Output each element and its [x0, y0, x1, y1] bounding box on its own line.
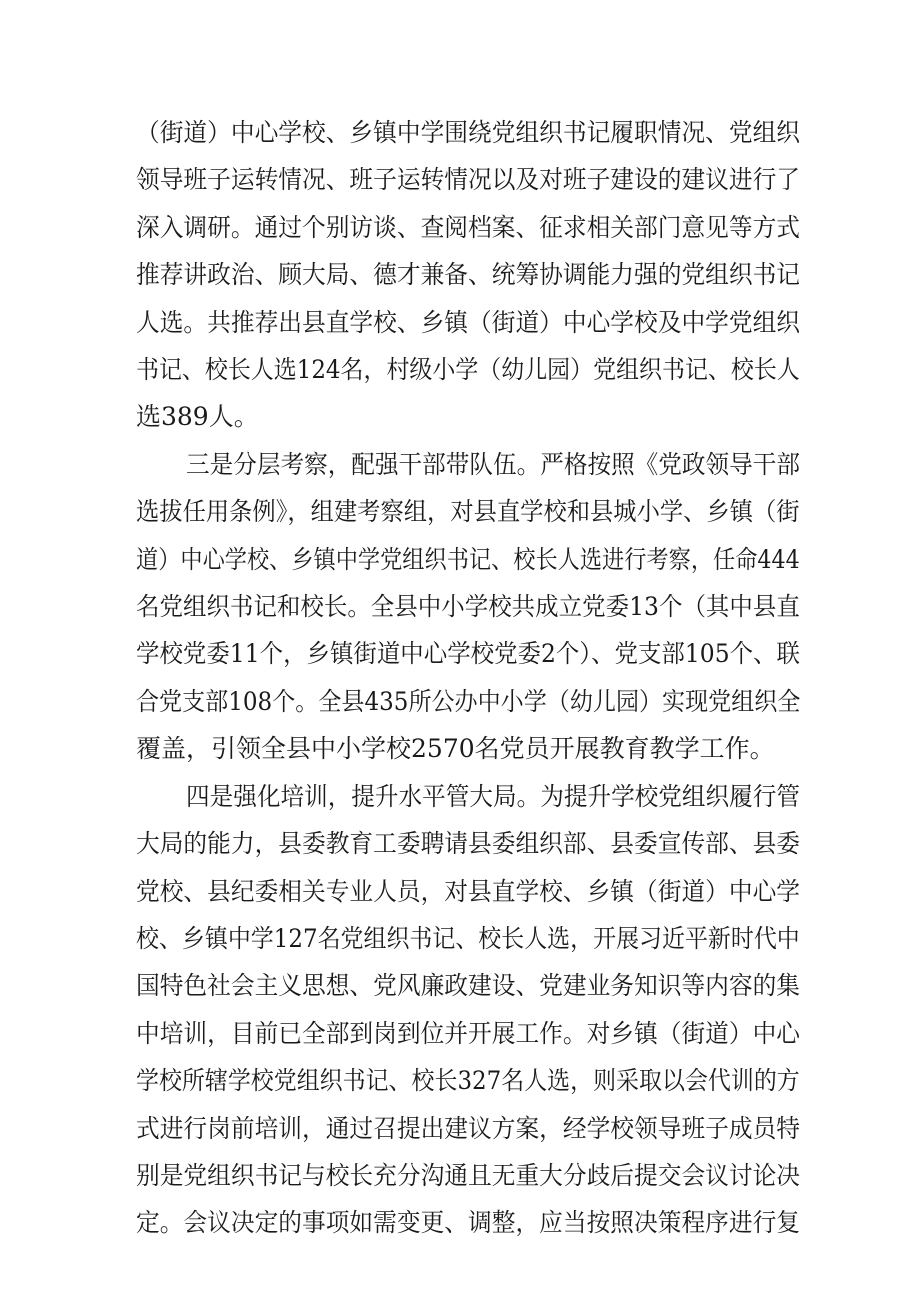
text-line: 选389人。: [136, 402, 259, 432]
text-line: 大局的能力，县委教育工委聘请县委组织部、县委宣传部、县委: [136, 829, 801, 859]
text-line: 国特色社会主义思想、党风廉政建设、党建业务知识等内容的集: [136, 971, 801, 1001]
text-line: 别是党组织书记与校长充分沟通且无重大分歧后提交会议讨论决: [136, 1160, 801, 1190]
text-line: 深入调研。通过个别访谈、查阅档案、征求相关部门意见等方式: [136, 212, 801, 242]
text-line: 书记、校长人选124名，村级小学（幼儿园）党组织书记、校长人: [136, 355, 800, 385]
text-line: 校、乡镇中学127名党组织书记、校长人选，开展习近平新时代中: [136, 923, 800, 953]
text-line: 合党支部108个。全县435所公办中小学（幼儿园）实现党组织全: [136, 686, 801, 716]
paragraph-training: [136, 773, 800, 1247]
text-line: 领导班子运转情况、班子运转情况以及对班子建设的建议进行了: [136, 165, 801, 195]
text-line: 三是分层考察，配强干部带队伍。严格按照《党政领导干部: [186, 449, 801, 479]
text-line: （街道）中心学校、乡镇中学围绕党组织书记履职情况、党组织: [136, 118, 801, 147]
text-line: 名党组织书记和校长。全县中小学校共成立党委13个（其中县直: [136, 592, 800, 622]
text-line: 选拔任用条例》，组建考察组，对县直学校和县城小学、乡镇（街: [136, 497, 800, 527]
text-line: 四是强化培训，提升水平管大局。为提升学校党组织履行管: [186, 781, 801, 811]
paragraph-inspection: [136, 441, 800, 773]
text-line: 覆盖，引领全县中小学校2570名党员开展教育教学工作。: [136, 734, 775, 764]
text-line: 学校所辖学校党组织书记、校长327名人选，则采取以会代训的方: [136, 1066, 800, 1096]
text-line: 推荐讲政治、顾大局、德才兼备、统筹协调能力强的党组织书记: [136, 260, 801, 290]
text-line: 党校、县纪委相关专业人员，对县直学校、乡镇（街道）中心学: [136, 876, 801, 906]
paragraph-research: [136, 109, 800, 441]
text-line: 人选。共推荐出县直学校、乡镇（街道）中心学校及中学党组织: [136, 307, 801, 337]
text-line: 学校党委11个，乡镇街道中心学校党委2个）、党支部105个、联: [136, 639, 800, 669]
text-line: 定。会议决定的事项如需变更、调整，应当按照决策程序进行复: [136, 1208, 801, 1238]
text-line: 道）中心学校、乡镇中学党组织书记、校长人选进行考察，任命444: [136, 544, 800, 574]
text-line: 式进行岗前培训，通过召提出建议方案，经学校领导班子成员特: [136, 1113, 801, 1143]
text-line: 中培训，目前已全部到岗到位并开展工作。对乡镇（街道）中心: [136, 1018, 801, 1048]
document-body: [136, 109, 800, 1247]
